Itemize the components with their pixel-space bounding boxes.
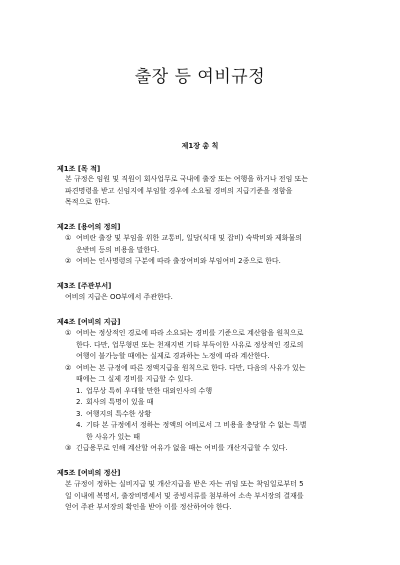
article-5-heading: 제5조 [여비의 정산] (57, 469, 121, 477)
chapter-heading: 제1장 총 칙 (181, 142, 219, 150)
article-4-item-line: 때에는 그 실제 경비를 지급할 수 있다. (76, 375, 194, 383)
article-1-line: 본 규정은 임원 및 직원이 회사업무로 국내에 출장 또는 여행을 하거나 전임 또는 (65, 175, 309, 183)
subitem-marker: 4. (76, 421, 83, 429)
article-2-item-line: 여비는 인사명령의 구분에 따라 출장여비와 부임여비 2종으로 한다. (76, 257, 281, 265)
article-4-subitem-line: 여행지의 특수한 상황 (86, 409, 152, 418)
item-marker: ① (65, 234, 72, 242)
article-4-subitem-line: 회사의 특명이 있을 때 (86, 398, 154, 406)
subitem-marker: 1. (76, 386, 83, 395)
article-5-line: 얻어 주관 부서장의 확인을 받아 이를 정산하여야 한다. (65, 503, 232, 511)
article-1-line: 파견명령을 받고 신임지에 부임할 경우에 소요될 경비의 지급기준을 정함을 (65, 186, 293, 195)
article-5-line: 본 규정이 정하는 실비지급 및 개산지급을 받은 자는 귀임 또는 착임일로부터 5 (65, 480, 304, 488)
article-4-subitem-line: 한 사유가 있는 때 (86, 432, 141, 441)
item-marker: ② (65, 363, 72, 372)
article-3-heading: 제3조 [주관부서] (57, 282, 112, 290)
document-title: 출장 등 여비규정 (134, 67, 266, 87)
article-2-item-line: 여비란 출장 및 부임을 위한 교통비, 일당(식대 및 잡비) 숙박비와 제화물의 (76, 234, 303, 242)
article-4-subitem-line: 기타 본 규정에서 정하는 정액의 여비로서 그 비용을 충당할 수 없는 특별 (86, 421, 307, 429)
item-marker: ① (65, 329, 72, 337)
article-4-item-line: 여비는 정상적인 경로에 따라 소요되는 경비를 기준으로 계산함을 원칙으로 (76, 329, 304, 337)
item-marker: ② (65, 257, 72, 265)
subitem-marker: 3. (76, 409, 83, 418)
article-4-item-line: 긴급용무로 인해 계산할 여유가 없을 때는 여비를 개산지급할 수 있다. (76, 444, 288, 452)
article-1-heading: 제1조 [목 적] (57, 165, 101, 173)
subitem-marker: 2. (76, 398, 83, 406)
article-5-line: 일 이내에 복명서, 출장비명세서 및 증빙서류를 첨부하여 소속 부서장의 결재를 (65, 491, 304, 500)
article-2-item-line: 운반비 등의 비용을 말한다. (76, 245, 160, 254)
article-3-line: 여비의 지급은 OO부에서 주관한다. (65, 293, 173, 301)
article-4-item-line: 여비는 본 규정에 따른 정액지급을 원칙으로 한다. 다만, 다음의 사유가 있는 (76, 363, 306, 372)
article-4-item-line: 여행이 불가능할 때에는 실제로 경과하는 노정에 따라 계산한다. (76, 352, 270, 360)
article-4-item-line: 한다. 다만, 업무형편 또는 천재지변 기타 부득이한 사유로 정상적인 경로의 (76, 340, 304, 349)
article-4-heading: 제4조 [여비의 지급] (57, 318, 121, 326)
article-2-heading: 제2조 [용어의 정의] (57, 223, 121, 231)
article-1-line: 목적으로 한다. (65, 198, 111, 206)
item-marker: ③ (65, 444, 72, 452)
article-4-subitem-line: 업무상 특히 우대할 만한 대외인사의 수행 (86, 386, 213, 395)
